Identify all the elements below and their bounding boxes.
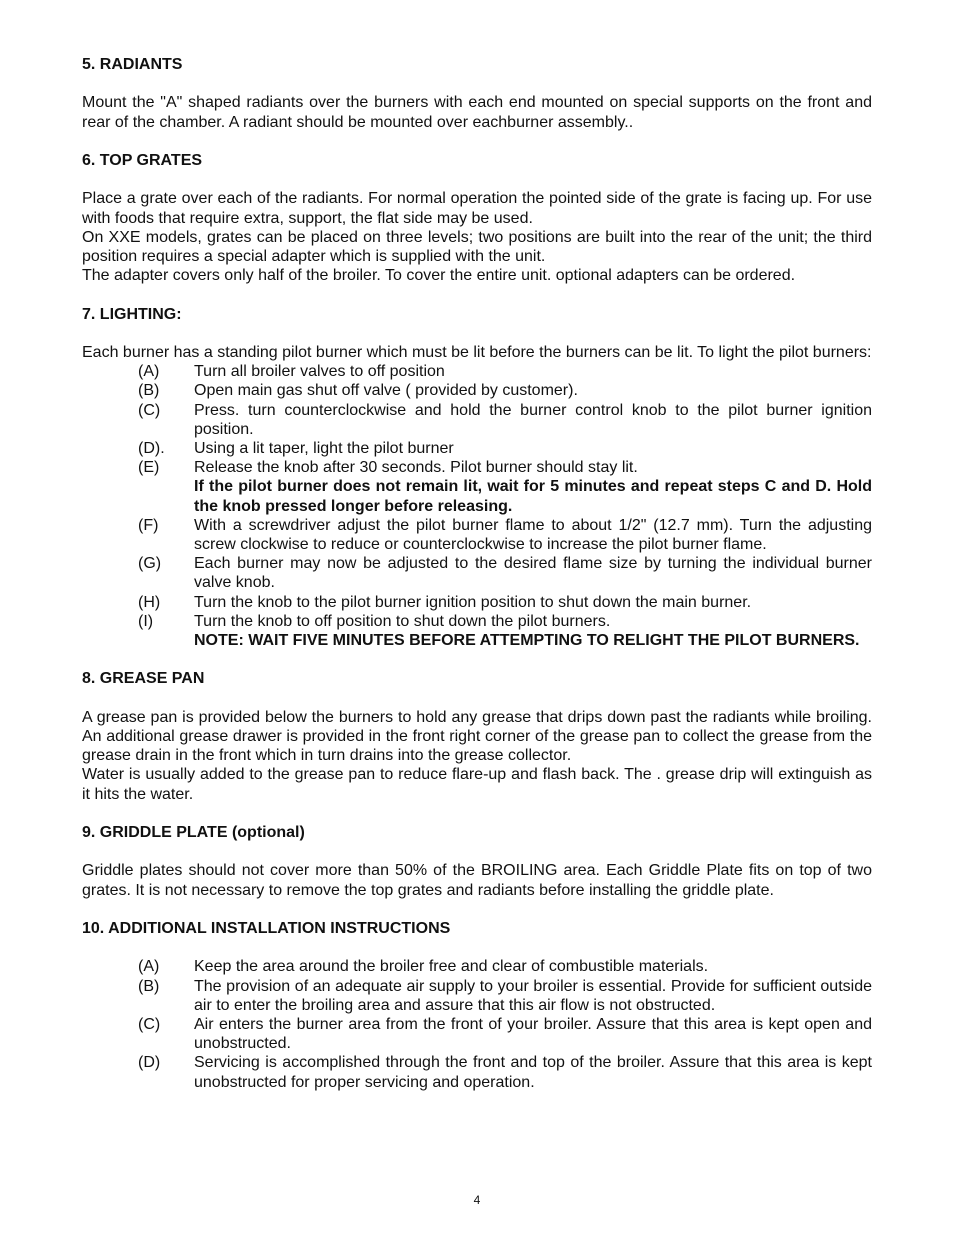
list-item-label: (D) [138,1054,161,1072]
list-item-text: Open main gas shut off valve ( provided by customer). [194,382,578,400]
list-item-text: Air enters the burner area from the front of your broiler. Assure that this area is kept open and unobstructed. [194,1015,872,1053]
pilot-relight-note: If the pilot burner does not remain lit, wait for 5 minutes and repeat steps C and D. Hold the knob pressed longer before releasing. [194,478,872,515]
document-page [82,55,872,1092]
list-item [82,593,872,612]
section-heading-lighting: 7. LIGHTING: [82,305,182,323]
top-grates-paragraph-1: Place a grate over each of the radiants. For normal operation the pointed side of the grate is facing up. For use with foods that require extra, support, the flat side may be used. [82,190,872,227]
grease-pan-paragraph-2: Water is usually added to the grease pan to reduce flare-up and flash back. The . grease drip will extinguish as it hits the water. [82,766,872,803]
list-item-text: With a screwdriver adjust the pilot burner flame to about 1/2" (12.7 mm). Turn the adjusting screw clockwise to reduce or counterclockwise to increase the pilot burner flame. [194,516,872,553]
list-item [82,1053,872,1091]
list-item-text: Release the knob after 30 seconds. Pilot burner should stay lit. [194,459,638,477]
section-heading-additional-instructions: 10. ADDITIONAL INSTALLATION INSTRUCTIONS [82,919,451,937]
top-grates-paragraph-3: The adapter covers only half of the broiler. To cover the entire unit. optional adapters can be ordered. [82,267,796,285]
list-item [82,1015,872,1053]
list-item-label: (D). [138,439,165,457]
list-item-text: Turn the knob to off position to shut down the pilot burners. [194,612,611,630]
list-item-label: (C) [138,1015,161,1033]
list-item-text: Press. turn counterclockwise and hold the burner control knob to the pilot burner ignition position. [194,401,872,438]
section-heading-radiants: 5. RADIANTS [82,56,183,73]
list-item [82,554,872,592]
list-item-label: (H) [138,593,161,611]
list-item-text: The provision of an adequate air supply to your broiler is essential. Provide for sufficient outside air to enter the broiling area and assure that this air flow is not obstructed. [194,977,872,1014]
list-item [82,401,872,439]
lighting-intro: Each burner has a standing pilot burner which must be lit before the burners can be lit. To light the pilot burners: [82,343,872,361]
list-item [82,381,872,400]
list-item-label: (C) [138,401,161,419]
list-item-label: (A) [138,363,160,381]
list-item-label: (I) [138,612,154,630]
wait-five-minutes-note: NOTE: WAIT FIVE MINUTES BEFORE ATTEMPTING TO RELIGHT THE PILOT BURNERS. [194,632,860,650]
list-item [82,612,872,631]
list-item-label: (A) [138,958,160,976]
radiants-paragraph: Mount the "A" shaped radiants over the burners with each end mounted on special supports on the front and rear of the chamber. A radiant should be mounted over eachburner assembly.. [82,94,872,131]
list-item-text: Using a lit taper, light the pilot burner [194,439,454,457]
list-item-label: (B) [138,382,160,400]
list-item-text: Turn all broiler valves to off position [194,363,445,381]
list-item-text: Servicing is accomplished through the front and top of the broiler. Assure that this area is kept unobstructed for proper servicing and operation. [194,1054,872,1091]
list-item-label: (B) [138,977,160,995]
section-heading-griddle-plate: 9. GRIDDLE PLATE (optional) [82,824,305,841]
list-item [82,516,872,554]
list-item-text: Each burner may now be adjusted to the desired flame size by turning the individual burner valve knob. [194,555,872,592]
list-item [82,439,872,458]
griddle-plate-paragraph: Griddle plates should not cover more than 50% of the BROILING area. Each Griddle Plate fits on top of two grates. It is not necessary to remove the top grates and radiants before installing the griddle plate. [82,862,872,899]
section-heading-grease-pan: 8. GREASE PAN [82,670,205,688]
grease-pan-paragraph-1: A grease pan is provided below the burners to hold any grease that drips down past the radiants while broiling. An additional grease drawer is provided in the front right corner of the grease pan to collect the grease from the grease drain in the front which in turn drains into the grease collector. [82,708,872,765]
list-item-label: (G) [138,555,162,573]
top-grates-paragraph-2: On XXE models, grates can be placed on three levels; two positions are built into the rear of the unit; the third position requires a special adapter which is supplied with the unit. [82,228,872,265]
list-item-text: Keep the area around the broiler free and clear of combustible materials. [194,958,709,976]
list-item-text: Turn the knob to the pilot burner ignition position to shut down the main burner. [194,593,752,611]
section-heading-top-grates: 6. TOP GRATES [82,151,203,169]
list-item-label: (F) [138,516,159,534]
list-item [82,458,872,477]
list-item [82,957,872,976]
list-item [82,977,872,1015]
list-item [82,362,872,381]
list-item-label: (E) [138,459,160,477]
page-number: 4 [473,1193,481,1207]
